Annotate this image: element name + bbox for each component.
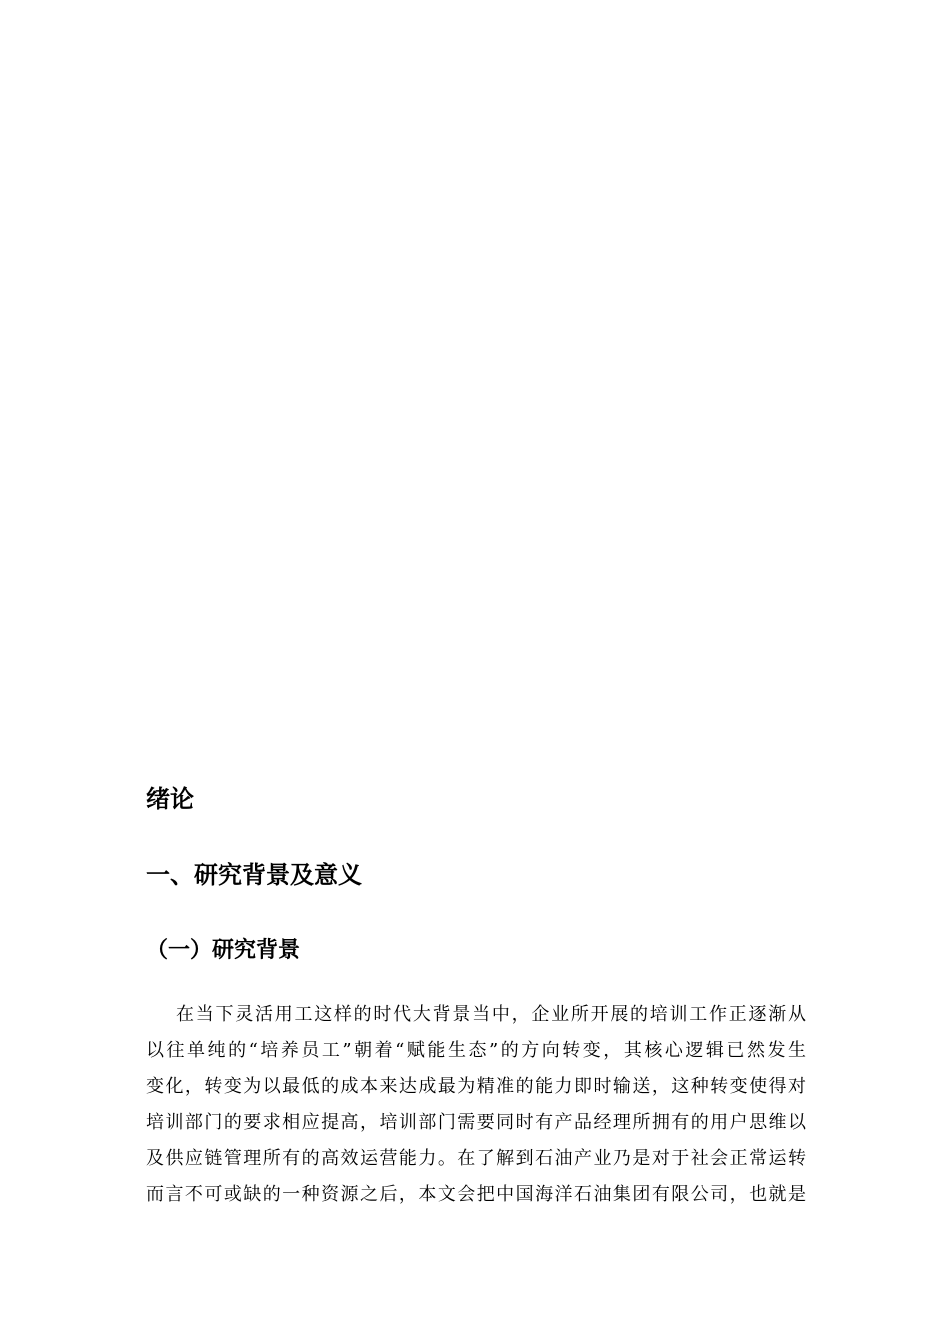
- body-paragraph: [146, 997, 806, 1213]
- paragraph-line: 培训部门的要求相应提高，培训部门需要同时有产品经理所拥有的用户思维以: [146, 1112, 806, 1133]
- section-heading: 一、研究背景及意义: [146, 860, 362, 889]
- subsection-heading: （一）研究背景: [146, 937, 301, 963]
- paragraph-line: 以往单纯的“培养员工”朝着“赋能生态”的方向转变，其核心逻辑已然发生: [146, 1040, 806, 1061]
- paragraph-line: 在当下灵活用工这样的时代大背景当中，企业所开展的培训工作正逐渐从: [176, 1004, 806, 1025]
- paragraph-line: 变化，转变为以最低的成本来达成最为精准的能力即时输送，这种转变使得对: [146, 1076, 806, 1097]
- paragraph-line: 而言不可或缺的一种资源之后，本文会把中国海洋石油集团有限公司，也就是: [146, 1184, 806, 1205]
- paragraph-line: 及供应链管理所有的高效运营能力。在了解到石油产业乃是对于社会正常运转: [146, 1148, 806, 1169]
- chapter-heading: 绪论: [146, 784, 194, 813]
